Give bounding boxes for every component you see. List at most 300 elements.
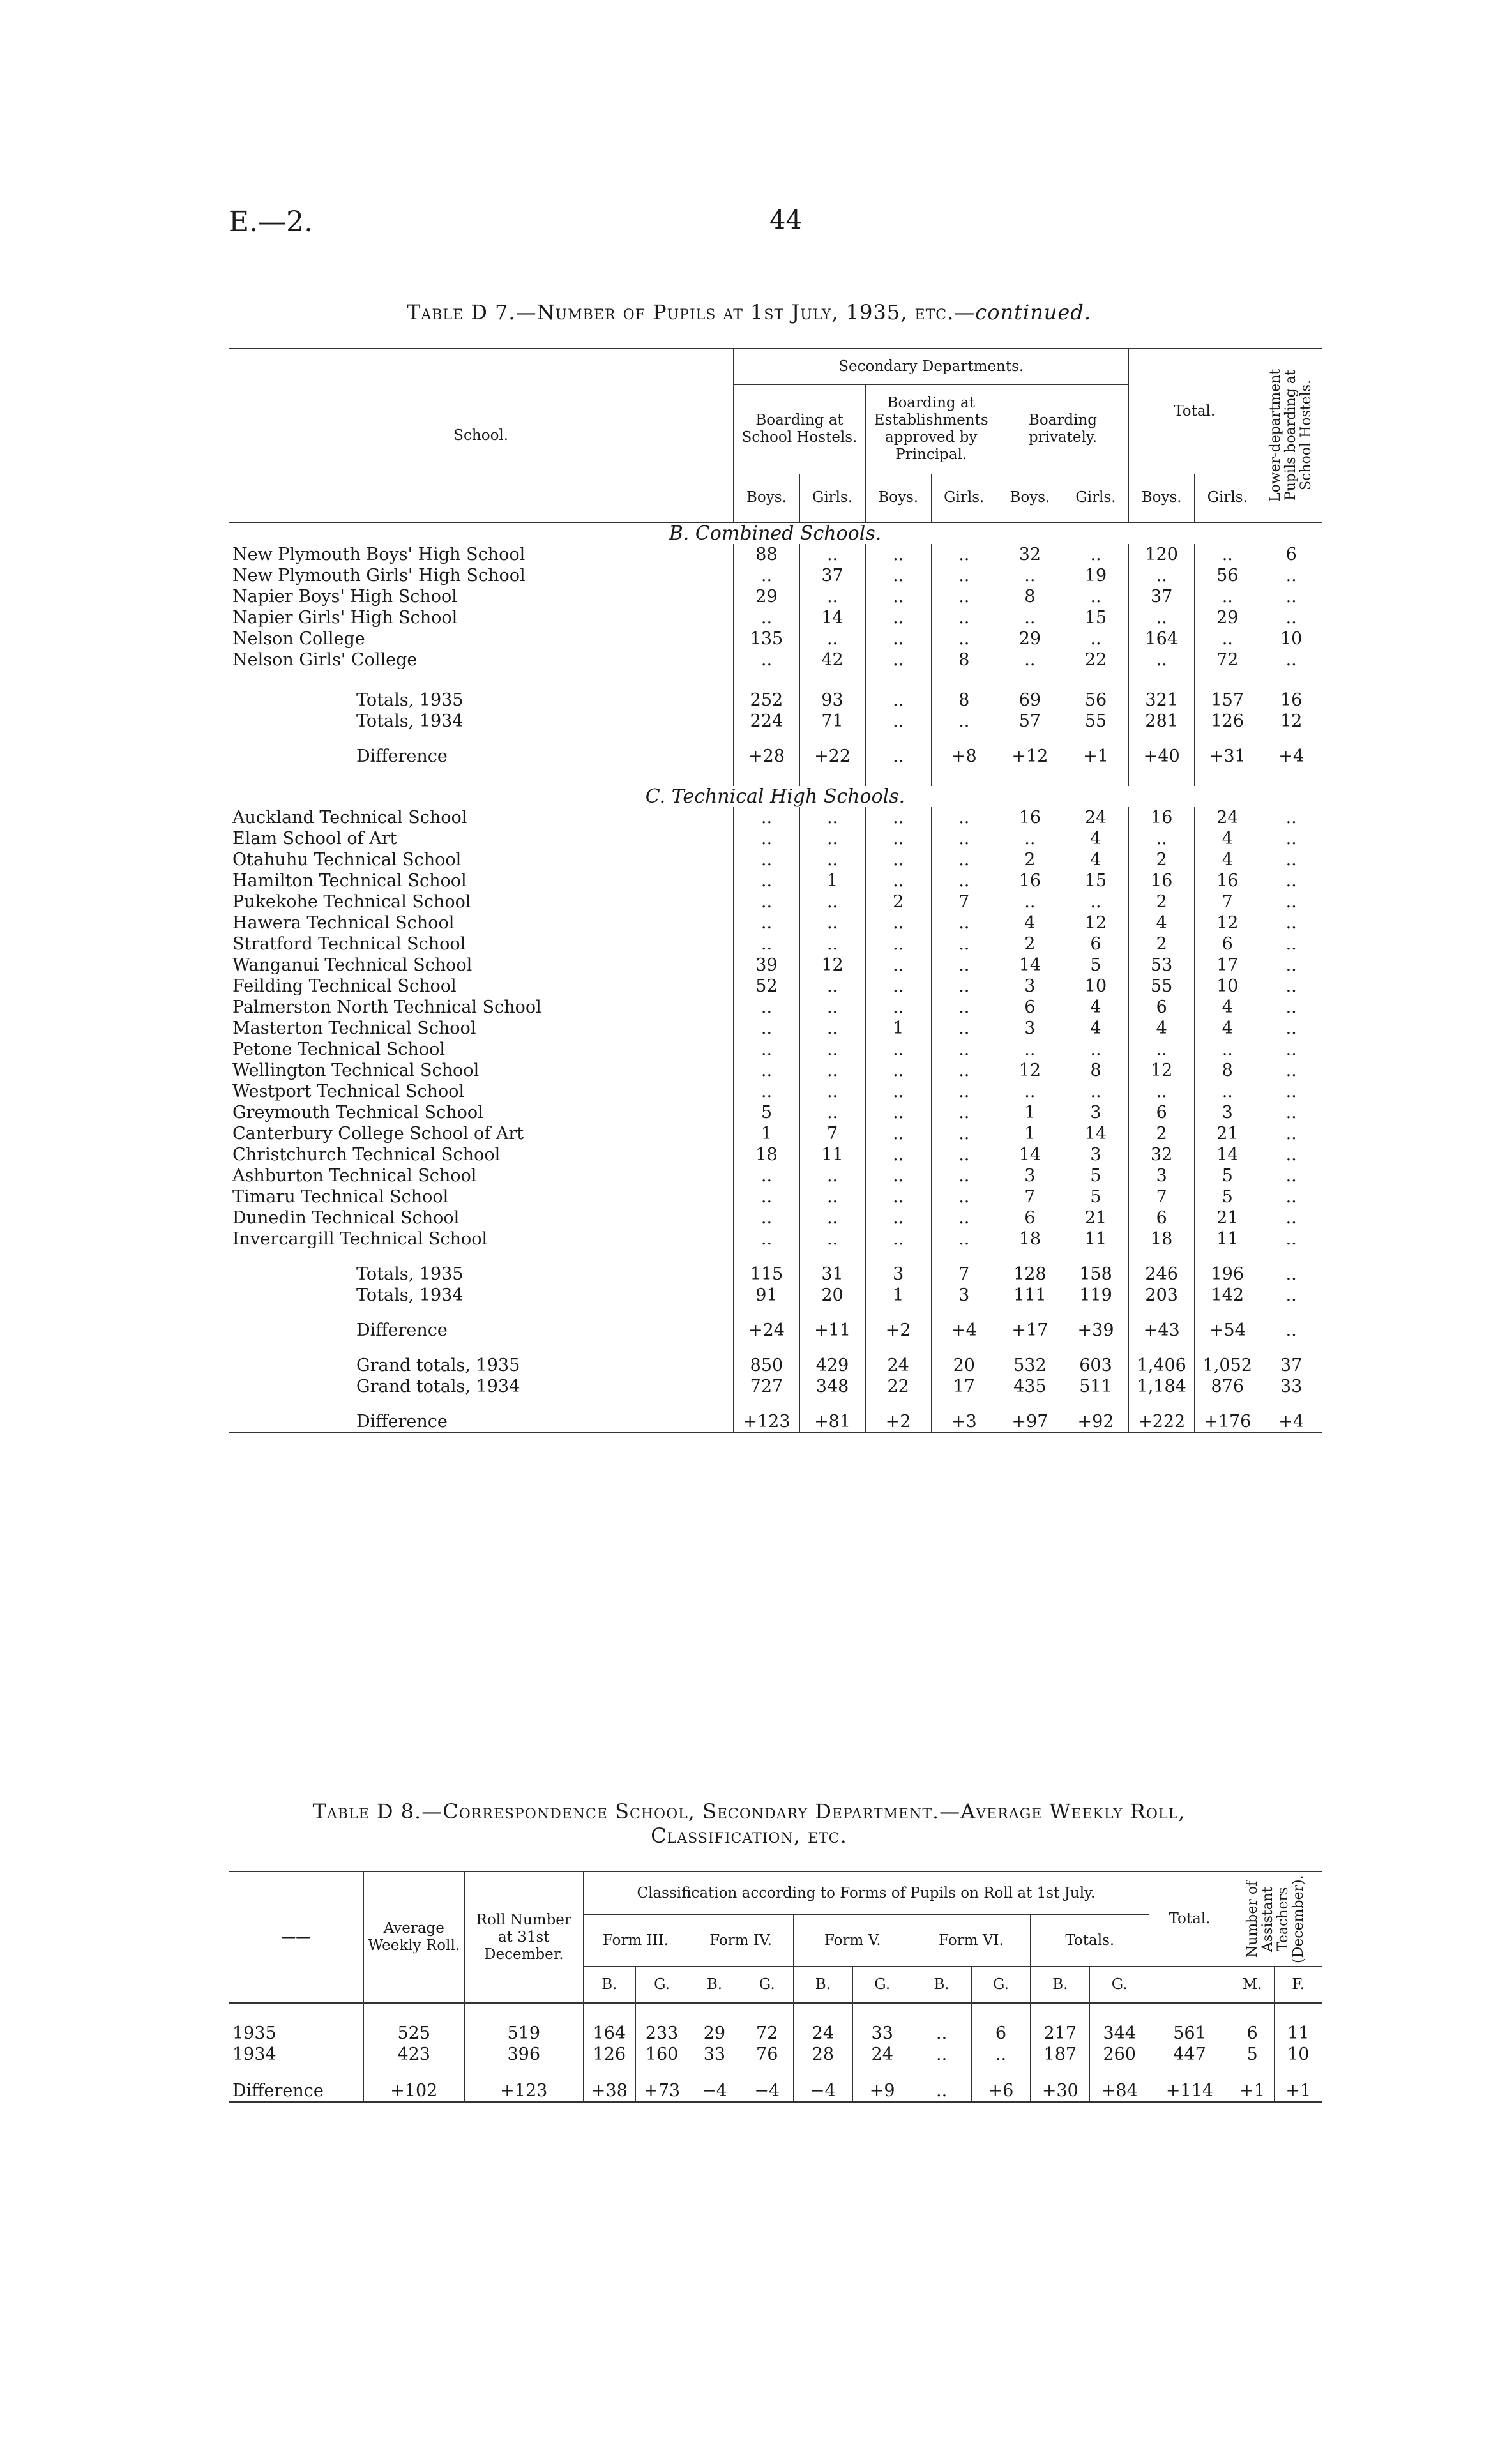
- spacer-cell: [971, 2003, 1031, 2023]
- spacer-cell: [997, 670, 1063, 690]
- cell-value: ..: [1063, 586, 1128, 607]
- header-total: Total.: [1149, 1871, 1230, 1967]
- cell-value: 29: [688, 2023, 741, 2044]
- cell-value: ..: [1063, 544, 1128, 565]
- cell-value: 10: [1275, 2044, 1322, 2065]
- cell-value: +92: [1063, 1411, 1128, 1433]
- cell-value: 7: [799, 1123, 865, 1144]
- school-row: [229, 807, 1322, 828]
- row-label: Nelson College: [232, 629, 365, 649]
- cell-value: ..: [1260, 1018, 1322, 1039]
- cell-value: 72: [1195, 649, 1260, 670]
- cell-value: 88: [734, 544, 799, 565]
- cell-value: ..: [1260, 1144, 1322, 1165]
- cell-value: 21: [1063, 1207, 1128, 1228]
- table-d7-caption-main: —Number of Pupils at 1st July, 1935, etc.—: [515, 300, 976, 324]
- cell-value: ..: [997, 649, 1063, 670]
- cell-value: ..: [1260, 997, 1322, 1018]
- cell-value: 1,052: [1195, 1355, 1260, 1376]
- cell-value: ..: [1260, 1207, 1322, 1228]
- totals-row: [229, 711, 1322, 732]
- cell-value: 246: [1129, 1264, 1195, 1285]
- row-label: Difference: [356, 1320, 448, 1340]
- cell-value: ..: [1260, 849, 1322, 870]
- cell-value: ..: [799, 849, 865, 870]
- cell-value: 52: [734, 976, 799, 997]
- header-boys: Boys.: [1129, 474, 1195, 522]
- spacer-cell: [931, 1397, 997, 1411]
- school-row: [229, 870, 1322, 891]
- cell-value: 1,406: [1129, 1355, 1195, 1376]
- cell-value: 7: [997, 1186, 1063, 1207]
- cell-value: ..: [1063, 1081, 1128, 1102]
- spacer-cell: [852, 2065, 912, 2080]
- spacer-row: [229, 2065, 1322, 2080]
- header-b: B.: [583, 1967, 635, 2004]
- cell-value: 12: [997, 1060, 1063, 1081]
- cell-value: ..: [865, 1081, 931, 1102]
- row-label: 1934: [232, 2045, 276, 2064]
- cell-value: 321: [1129, 690, 1195, 711]
- cell-value: 6: [1230, 2023, 1275, 2044]
- cell-value: 14: [1063, 1123, 1128, 1144]
- cell-value: +84: [1090, 2080, 1149, 2102]
- spacer-cell: [734, 767, 799, 786]
- cell-value: 18: [1129, 1228, 1195, 1250]
- cell-value: 11: [1195, 1228, 1260, 1250]
- cell-value: 126: [583, 2044, 635, 2065]
- cell-value: 281: [1129, 711, 1195, 732]
- cell-value: 1: [734, 1123, 799, 1144]
- cell-value: 6: [997, 1207, 1063, 1228]
- cell-value: 15: [1063, 607, 1128, 628]
- cell-value: ..: [799, 1060, 865, 1081]
- cell-value: 33: [1260, 1376, 1322, 1397]
- cell-value: 14: [997, 1144, 1063, 1165]
- cell-value: 17: [931, 1376, 997, 1397]
- cell-value: 3: [997, 1018, 1063, 1039]
- row-label: Pukekohe Technical School: [232, 892, 471, 912]
- school-row: [229, 1207, 1322, 1228]
- cell-value: ..: [865, 607, 931, 628]
- cell-value: 4: [1063, 849, 1128, 870]
- cell-value: ..: [799, 1207, 865, 1228]
- cell-value: ..: [865, 870, 931, 891]
- spacer-cell: [1149, 2065, 1230, 2080]
- cell-value: ..: [997, 891, 1063, 912]
- spacer-cell: [799, 1250, 865, 1264]
- spacer-row: [229, 670, 1322, 690]
- cell-value: 187: [1031, 2044, 1090, 2065]
- cell-value: 32: [1129, 1144, 1195, 1165]
- spacer-cell: [997, 767, 1063, 786]
- cell-value: 3: [1063, 1102, 1128, 1123]
- cell-value: 31: [799, 1264, 865, 1285]
- row-label: Totals, 1935: [356, 1264, 464, 1284]
- cell-value: 3: [997, 1165, 1063, 1186]
- cell-value: 7: [931, 891, 997, 912]
- cell-value: ..: [1260, 586, 1322, 607]
- cell-value: ..: [912, 2023, 971, 2044]
- cell-value: 24: [852, 2044, 912, 2065]
- cell-value: 29: [1195, 607, 1260, 628]
- cell-value: +12: [997, 746, 1063, 767]
- cell-value: ..: [799, 1165, 865, 1186]
- spacer-cell: [931, 1306, 997, 1320]
- header-privately: Boarding privately.: [997, 385, 1128, 474]
- cell-value: ..: [734, 891, 799, 912]
- cell-value: 4: [1063, 828, 1128, 849]
- cell-value: 24: [793, 2023, 852, 2044]
- cell-value: 33: [688, 2044, 741, 2065]
- header-g: G.: [971, 1967, 1031, 2004]
- row-label: New Plymouth Boys' High School: [232, 545, 526, 564]
- cell-value: ..: [931, 565, 997, 586]
- cell-value: 14: [799, 607, 865, 628]
- cell-value: +114: [1149, 2080, 1230, 2102]
- cell-value: 28: [793, 2044, 852, 2065]
- cell-value: 55: [1129, 976, 1195, 997]
- school-row: [229, 628, 1322, 649]
- cell-value: 6: [1129, 997, 1195, 1018]
- header-girls: Girls.: [931, 474, 997, 522]
- spacer-cell: [1195, 1397, 1260, 1411]
- section-heading: B. Combined Schools.: [669, 522, 882, 544]
- cell-value: ..: [1260, 649, 1322, 670]
- spacer-cell: [865, 1397, 931, 1411]
- cell-value: +8: [931, 746, 997, 767]
- difference-row: [229, 1411, 1322, 1433]
- spacer-cell: [229, 2065, 363, 2080]
- cell-value: 14: [997, 955, 1063, 976]
- cell-value: ..: [799, 544, 865, 565]
- spacer-cell: [1063, 1250, 1128, 1264]
- cell-value: +30: [1031, 2080, 1090, 2102]
- spacer-cell: [688, 2065, 741, 2080]
- cell-value: ..: [1260, 955, 1322, 976]
- cell-value: ..: [931, 1060, 997, 1081]
- cell-value: +1: [1230, 2080, 1275, 2102]
- cell-value: ..: [865, 649, 931, 670]
- header-girls: Girls.: [1195, 474, 1260, 522]
- cell-value: 164: [1129, 628, 1195, 649]
- spacer-row: [229, 2003, 1322, 2023]
- spacer-cell: [1063, 1306, 1128, 1320]
- school-row: [229, 1186, 1322, 1207]
- grand-totals-row: [229, 1376, 1322, 1397]
- cell-value: 3: [1063, 1144, 1128, 1165]
- cell-value: ..: [865, 1123, 931, 1144]
- spacer-cell: [688, 2003, 741, 2023]
- cell-value: 119: [1063, 1285, 1128, 1306]
- cell-value: 111: [997, 1285, 1063, 1306]
- difference-row: [229, 746, 1322, 767]
- spacer-cell: [1275, 2065, 1322, 2080]
- cell-value: 260: [1090, 2044, 1149, 2065]
- cell-value: ..: [865, 955, 931, 976]
- cell-value: ..: [1195, 544, 1260, 565]
- spacer-cell: [1031, 2065, 1090, 2080]
- cell-value: ..: [1195, 1081, 1260, 1102]
- cell-value: 6: [1129, 1102, 1195, 1123]
- cell-value: 423: [363, 2044, 464, 2065]
- cell-value: ..: [931, 976, 997, 997]
- cell-value: 29: [734, 586, 799, 607]
- header-g: G.: [852, 1967, 912, 2004]
- cell-value: 603: [1063, 1355, 1128, 1376]
- spacer-cell: [1260, 767, 1322, 786]
- spacer-cell: [931, 767, 997, 786]
- spacer-cell: [229, 670, 734, 690]
- cell-value: 6: [1260, 544, 1322, 565]
- row-label: Hamilton Technical School: [232, 871, 467, 891]
- cell-value: ..: [865, 1207, 931, 1228]
- cell-value: ..: [865, 586, 931, 607]
- cell-value: 4: [1129, 1018, 1195, 1039]
- cell-value: +39: [1063, 1320, 1128, 1341]
- cell-value: ..: [931, 1039, 997, 1060]
- spacer-cell: [635, 2065, 688, 2080]
- cell-value: ..: [971, 2044, 1031, 2065]
- spacer-cell: [1129, 1341, 1195, 1355]
- spacer-row: [229, 732, 1322, 746]
- header-establishments: Boarding at Establishments approved by Principal.: [865, 385, 997, 474]
- cell-value: 348: [799, 1376, 865, 1397]
- header-boys: Boys.: [865, 474, 931, 522]
- header-girls: Girls.: [1063, 474, 1128, 522]
- cell-value: ..: [931, 1081, 997, 1102]
- cell-value: 224: [734, 711, 799, 732]
- cell-value: ..: [931, 870, 997, 891]
- cell-value: 6: [1063, 933, 1128, 955]
- cell-value: +38: [583, 2080, 635, 2102]
- cell-value: ..: [931, 955, 997, 976]
- cell-value: 16: [1260, 690, 1322, 711]
- cell-value: 24: [1063, 807, 1128, 828]
- spacer-cell: [1063, 732, 1128, 746]
- spacer-cell: [363, 2003, 464, 2023]
- cell-value: ..: [1260, 1102, 1322, 1123]
- cell-value: 252: [734, 690, 799, 711]
- cell-value: 11: [799, 1144, 865, 1165]
- row-label: Canterbury College School of Art: [232, 1124, 524, 1144]
- cell-value: 29: [997, 628, 1063, 649]
- cell-value: ..: [931, 544, 997, 565]
- cell-value: ..: [1260, 565, 1322, 586]
- cell-value: 8: [931, 649, 997, 670]
- row-label: Ashburton Technical School: [232, 1166, 477, 1186]
- cell-value: 4: [1195, 1018, 1260, 1039]
- cell-value: ..: [1260, 933, 1322, 955]
- cell-value: +123: [464, 2080, 583, 2102]
- header-form5: Form V.: [793, 1915, 912, 1967]
- difference-row: [229, 1320, 1322, 1341]
- cell-value: +81: [799, 1411, 865, 1433]
- cell-value: ..: [799, 1102, 865, 1123]
- cell-value: ..: [734, 807, 799, 828]
- cell-value: ..: [734, 1207, 799, 1228]
- cell-value: 24: [1195, 807, 1260, 828]
- row-label: Grand totals, 1934: [356, 1377, 520, 1396]
- cell-value: 19: [1063, 565, 1128, 586]
- cell-value: 850: [734, 1355, 799, 1376]
- cell-value: 1: [865, 1018, 931, 1039]
- cell-value: ..: [865, 544, 931, 565]
- cell-value: ..: [1260, 1228, 1322, 1250]
- cell-value: ..: [865, 1039, 931, 1060]
- spacer-cell: [931, 1250, 997, 1264]
- cell-value: ..: [1063, 628, 1128, 649]
- cell-value: ..: [997, 607, 1063, 628]
- cell-value: ..: [734, 1018, 799, 1039]
- cell-value: 56: [1063, 690, 1128, 711]
- cell-value: 160: [635, 2044, 688, 2065]
- cell-value: 3: [1195, 1102, 1260, 1123]
- cell-value: 511: [1063, 1376, 1128, 1397]
- cell-value: 203: [1129, 1285, 1195, 1306]
- cell-value: −4: [688, 2080, 741, 2102]
- row-label: Otahuhu Technical School: [232, 850, 462, 870]
- row-label: Dunedin Technical School: [232, 1208, 460, 1228]
- cell-value: 435: [997, 1376, 1063, 1397]
- cell-value: ..: [799, 586, 865, 607]
- cell-value: 16: [1195, 870, 1260, 891]
- cell-value: ..: [931, 1018, 997, 1039]
- cell-value: ..: [912, 2044, 971, 2065]
- cell-value: ..: [1260, 1285, 1322, 1306]
- cell-value: 1: [997, 1123, 1063, 1144]
- spacer-cell: [997, 1306, 1063, 1320]
- cell-value: ..: [931, 1102, 997, 1123]
- cell-value: ..: [1260, 891, 1322, 912]
- header-b: B.: [688, 1967, 741, 2004]
- cell-value: ..: [1129, 1039, 1195, 1060]
- cell-value: ..: [865, 690, 931, 711]
- cell-value: ..: [931, 1207, 997, 1228]
- cell-value: +176: [1195, 1411, 1260, 1433]
- cell-value: ..: [799, 933, 865, 955]
- cell-value: +11: [799, 1320, 865, 1341]
- spacer-cell: [583, 2065, 635, 2080]
- cell-value: 5: [1195, 1186, 1260, 1207]
- spacer-cell: [734, 1250, 799, 1264]
- header-form3: Form III.: [583, 1915, 688, 1967]
- section-heading: C. Technical High Schools.: [645, 786, 905, 807]
- table-d8: [229, 1871, 1322, 2103]
- cell-value: 12: [799, 955, 865, 976]
- cell-value: 142: [1195, 1285, 1260, 1306]
- cell-value: 135: [734, 628, 799, 649]
- spacer-cell: [799, 767, 865, 786]
- cell-value: 4: [1195, 828, 1260, 849]
- cell-value: 7: [1195, 891, 1260, 912]
- cell-value: ..: [1063, 891, 1128, 912]
- cell-value: ..: [734, 997, 799, 1018]
- row-label: Napier Boys' High School: [232, 587, 457, 607]
- cell-value: 2: [997, 933, 1063, 955]
- table-d8-caption: [0, 1799, 1498, 1848]
- cell-value: +28: [734, 746, 799, 767]
- cell-value: ..: [931, 933, 997, 955]
- row-label: Auckland Technical School: [232, 808, 467, 828]
- cell-value: ..: [799, 891, 865, 912]
- cell-value: 71: [799, 711, 865, 732]
- cell-value: 196: [1195, 1264, 1260, 1285]
- spacer-cell: [1275, 2003, 1322, 2023]
- spacer-row: [229, 1306, 1322, 1320]
- cell-value: ..: [1260, 870, 1322, 891]
- cell-value: 55: [1063, 711, 1128, 732]
- cell-value: −4: [793, 2080, 852, 2102]
- cell-value: 8: [931, 690, 997, 711]
- spacer-row: [229, 1397, 1322, 1411]
- cell-value: ..: [1260, 607, 1322, 628]
- school-row: [229, 976, 1322, 997]
- cell-value: ..: [799, 1186, 865, 1207]
- header-totals: Totals.: [1031, 1915, 1149, 1967]
- cell-value: ..: [1260, 1081, 1322, 1102]
- cell-value: ..: [1129, 607, 1195, 628]
- cell-value: −4: [741, 2080, 793, 2102]
- cell-value: ..: [799, 976, 865, 997]
- spacer-cell: [1090, 2065, 1149, 2080]
- header-total: Total.: [1129, 349, 1260, 474]
- header-secondary: Secondary Departments.: [734, 349, 1129, 385]
- cell-value: 8: [997, 586, 1063, 607]
- spacer-cell: [229, 767, 734, 786]
- row-label: Grand totals, 1935: [356, 1356, 520, 1375]
- cell-value: 4: [1195, 997, 1260, 1018]
- spacer-cell: [583, 2003, 635, 2023]
- table-d7-caption-prefix: Table D 7.: [407, 300, 516, 324]
- spacer-cell: [1230, 2003, 1275, 2023]
- totals-row: [229, 1285, 1322, 1306]
- cell-value: 39: [734, 955, 799, 976]
- header-form6: Form VI.: [912, 1915, 1031, 1967]
- cell-value: 17: [1195, 955, 1260, 976]
- cell-value: +6: [971, 2080, 1031, 2102]
- cell-value: ..: [931, 828, 997, 849]
- cell-value: 93: [799, 690, 865, 711]
- page-number: 44: [769, 206, 802, 235]
- spacer-cell: [229, 1341, 734, 1355]
- cell-value: ..: [931, 807, 997, 828]
- cell-value: ..: [865, 711, 931, 732]
- cell-value: 10: [1260, 628, 1322, 649]
- school-row: [229, 1102, 1322, 1123]
- cell-value: ..: [997, 1039, 1063, 1060]
- cell-value: 32: [997, 544, 1063, 565]
- cell-value: 6: [1195, 933, 1260, 955]
- cell-value: 16: [1129, 870, 1195, 891]
- cell-value: +2: [865, 1320, 931, 1341]
- cell-value: 2: [1129, 933, 1195, 955]
- spacer-cell: [1260, 1397, 1322, 1411]
- header-g: G.: [741, 1967, 793, 2004]
- spacer-cell: [1129, 1397, 1195, 1411]
- header-dash: ——: [229, 1871, 363, 2003]
- cell-value: ..: [865, 565, 931, 586]
- cell-value: ..: [734, 912, 799, 933]
- section-heading-row: [229, 522, 1322, 544]
- cell-value: +43: [1129, 1320, 1195, 1341]
- spacer-row: [229, 1341, 1322, 1355]
- cell-value: 37: [1129, 586, 1195, 607]
- row-label: Stratford Technical School: [232, 934, 466, 954]
- spacer-cell: [229, 2003, 363, 2023]
- cell-value: ..: [799, 1039, 865, 1060]
- cell-value: 396: [464, 2044, 583, 2065]
